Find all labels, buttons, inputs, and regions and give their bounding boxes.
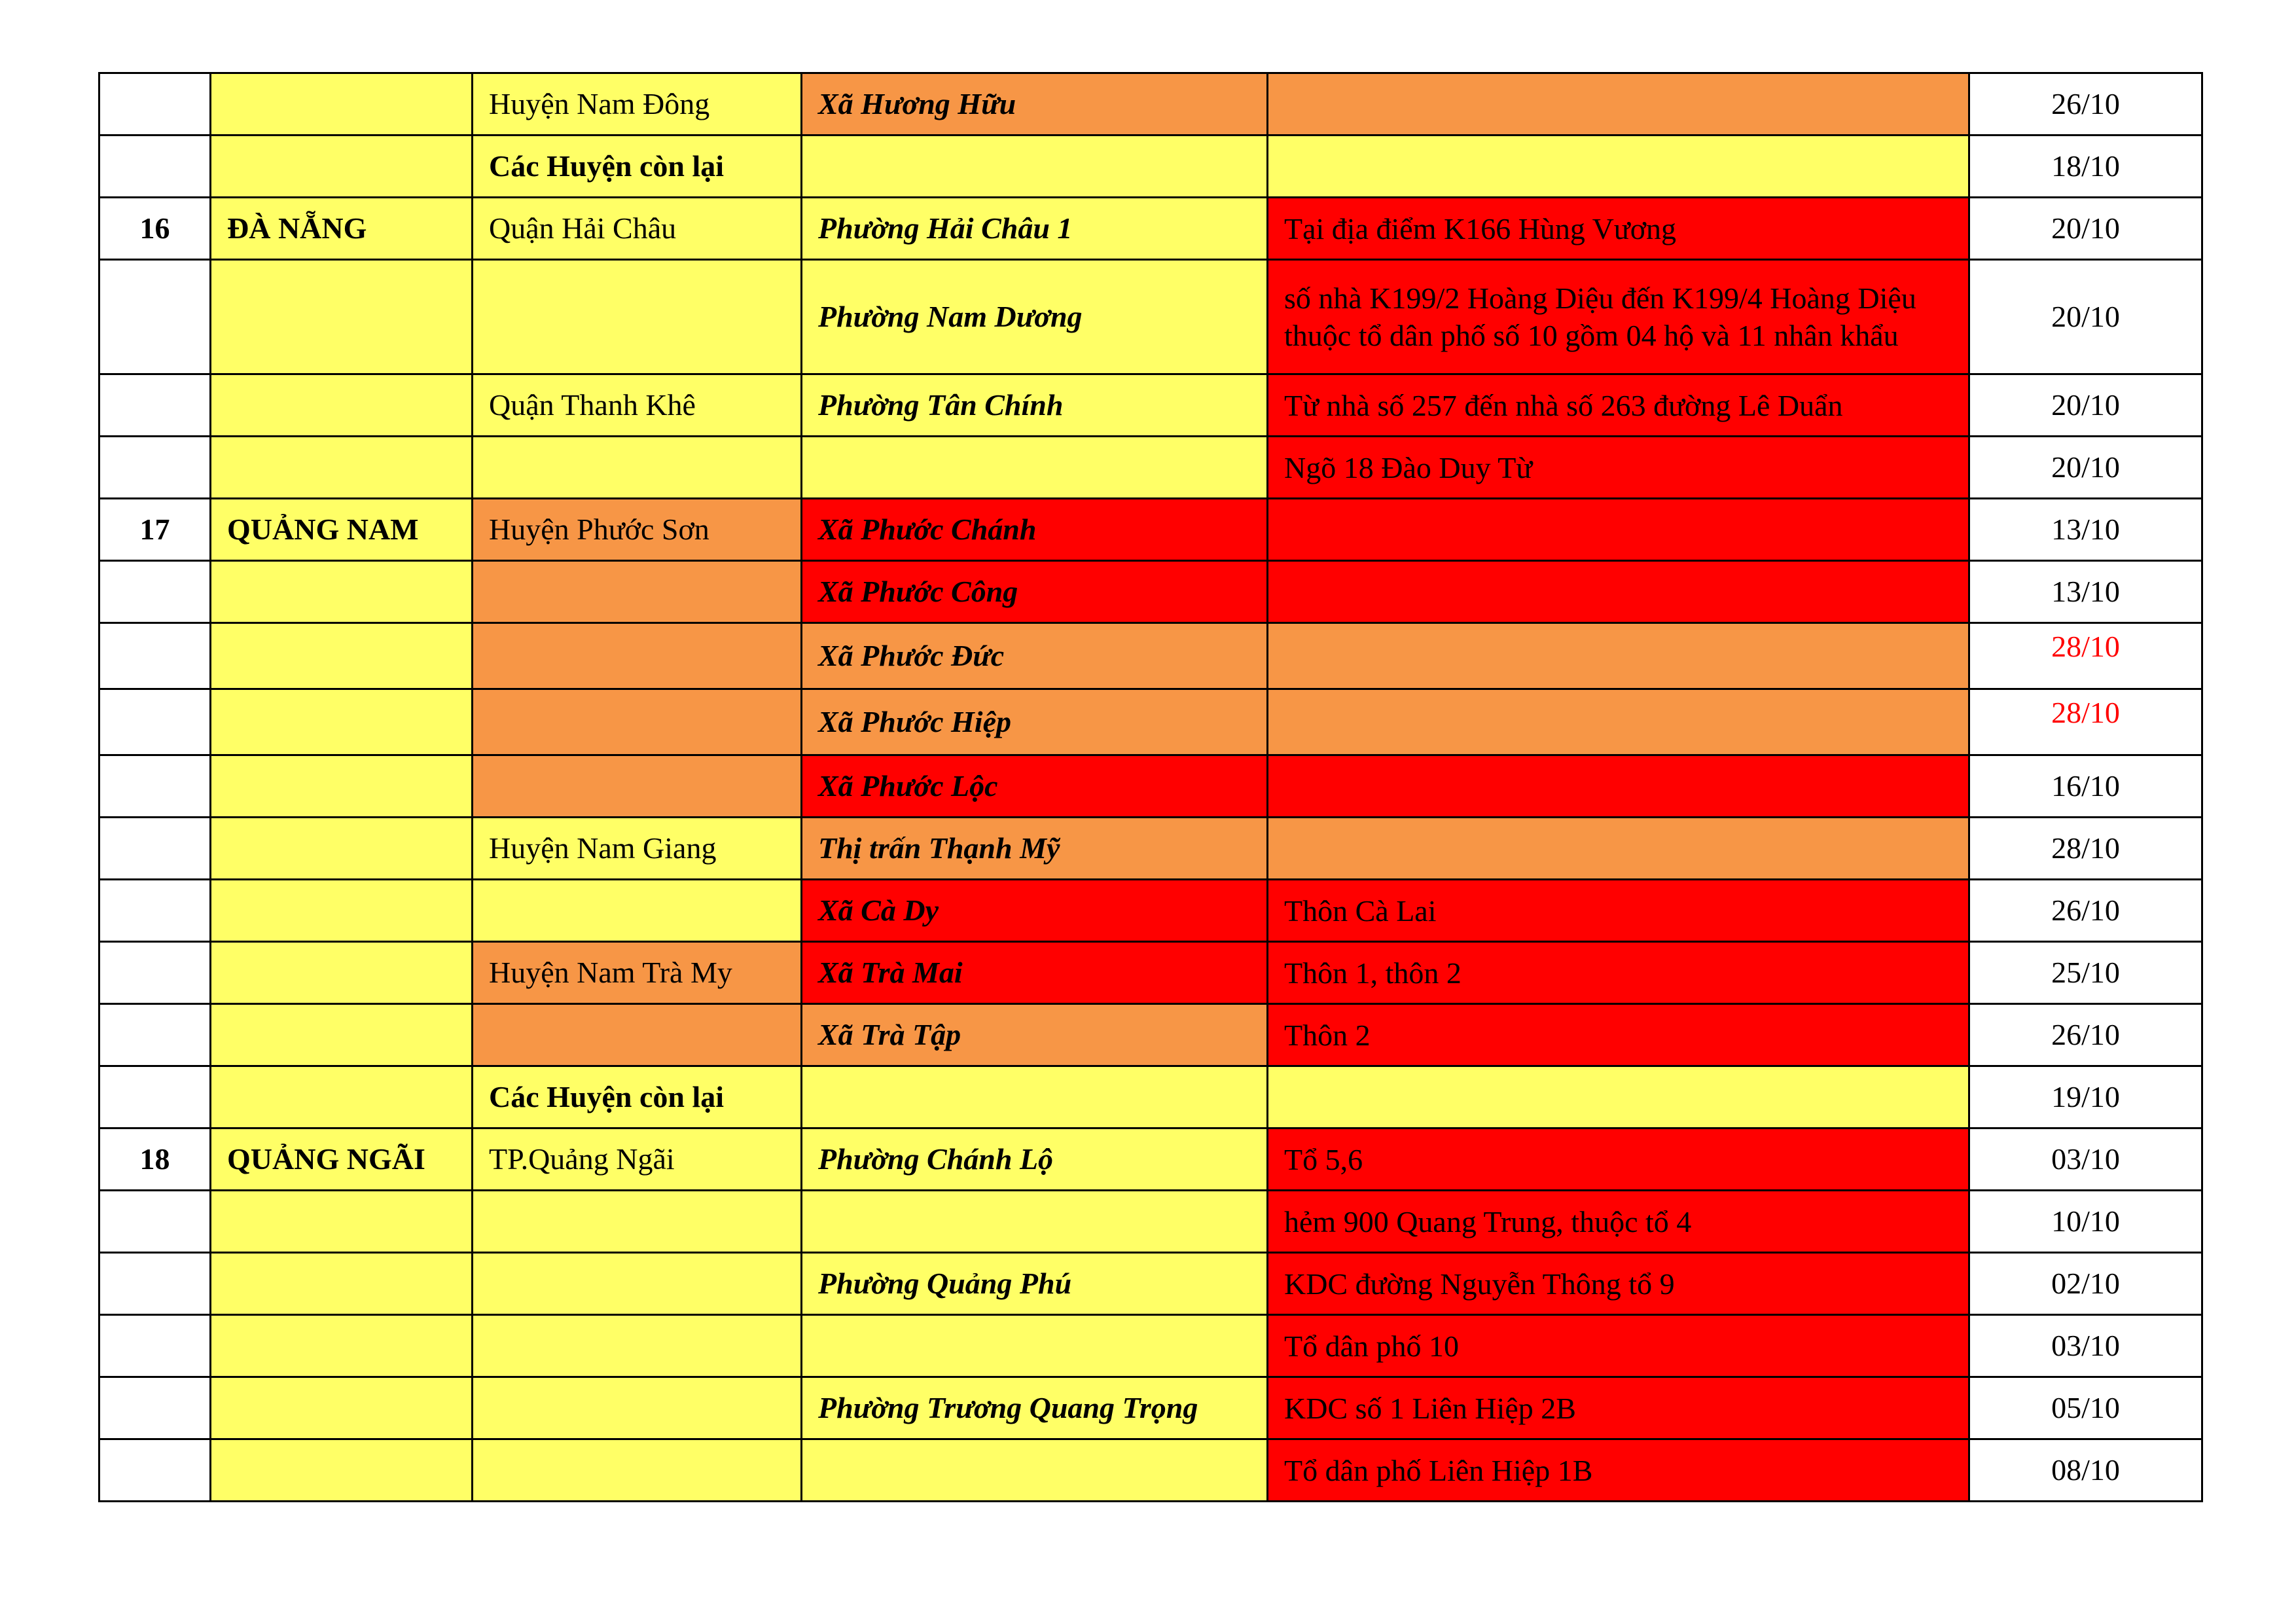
cell-stt	[99, 1377, 211, 1439]
cell-ward	[802, 437, 1268, 499]
cell-province	[211, 880, 473, 942]
cell-ward: Xã Phước Hiệp	[802, 689, 1268, 755]
cell-ward: Phường Chánh Lộ	[802, 1128, 1268, 1191]
table-row	[99, 1128, 2202, 1191]
cell-district: TP.Quảng Ngãi	[473, 1128, 802, 1191]
cell-detail	[1268, 755, 1969, 818]
table-row	[99, 1191, 2202, 1253]
cell-detail	[1268, 499, 1969, 561]
table-row	[99, 880, 2202, 942]
table-row	[99, 1253, 2202, 1315]
cell-date: 13/10	[1969, 499, 2202, 561]
cell-detail: số nhà K199/2 Hoàng Diệu đến K199/4 Hoàng Diệu thuộc tổ dân phố số 10 gồm 04 hộ và 11 nhân khẩu	[1268, 260, 1969, 374]
cell-stt	[99, 1191, 211, 1253]
cell-province: QUẢNG NGÃI	[211, 1128, 473, 1191]
cell-district: Huyện Nam Trà My	[473, 942, 802, 1004]
cell-province	[211, 260, 473, 374]
cell-detail	[1268, 561, 1969, 623]
cell-ward	[802, 1191, 1268, 1253]
cell-ward: Phường Nam Dương	[802, 260, 1268, 374]
cell-date: 26/10	[1969, 1004, 2202, 1066]
risk-level-table	[98, 72, 2203, 1502]
cell-date: 26/10	[1969, 880, 2202, 942]
cell-province	[211, 1004, 473, 1066]
cell-ward: Thị trấn Thạnh Mỹ	[802, 818, 1268, 880]
cell-stt	[99, 1315, 211, 1377]
cell-stt	[99, 880, 211, 942]
cell-district: Các Huyện còn lại	[473, 135, 802, 198]
cell-province: ĐÀ NẴNG	[211, 198, 473, 260]
cell-stt	[99, 374, 211, 437]
cell-district	[473, 880, 802, 942]
cell-province	[211, 942, 473, 1004]
cell-date: 02/10	[1969, 1253, 2202, 1315]
table-row	[99, 1377, 2202, 1439]
cell-date: 28/10	[1969, 623, 2202, 689]
cell-detail: Thôn 2	[1268, 1004, 1969, 1066]
cell-district	[473, 260, 802, 374]
cell-detail	[1268, 689, 1969, 755]
table-row	[99, 623, 2202, 689]
cell-ward: Xã Hương Hữu	[802, 73, 1268, 135]
cell-date: 26/10	[1969, 73, 2202, 135]
cell-province	[211, 755, 473, 818]
cell-detail: Tại địa điểm K166 Hùng Vương	[1268, 198, 1969, 260]
cell-date: 20/10	[1969, 260, 2202, 374]
cell-detail: Tổ 5,6	[1268, 1128, 1969, 1191]
cell-detail: KDC số 1 Liên Hiệp 2B	[1268, 1377, 1969, 1439]
cell-district	[473, 689, 802, 755]
table-row	[99, 437, 2202, 499]
cell-detail	[1268, 1066, 1969, 1128]
table-row	[99, 755, 2202, 818]
cell-detail: Từ nhà số 257 đến nhà số 263 đường Lê Duẩn	[1268, 374, 1969, 437]
cell-ward	[802, 1066, 1268, 1128]
cell-ward: Xã Cà Dy	[802, 880, 1268, 942]
cell-ward	[802, 1315, 1268, 1377]
cell-province	[211, 623, 473, 689]
table-row	[99, 561, 2202, 623]
cell-province	[211, 135, 473, 198]
cell-stt	[99, 561, 211, 623]
cell-province	[211, 818, 473, 880]
cell-province	[211, 1377, 473, 1439]
cell-ward: Xã Trà Tập	[802, 1004, 1268, 1066]
cell-district	[473, 1439, 802, 1502]
table-row	[99, 135, 2202, 198]
cell-province	[211, 1066, 473, 1128]
table-row	[99, 198, 2202, 260]
table-row	[99, 818, 2202, 880]
cell-district	[473, 1004, 802, 1066]
cell-date: 03/10	[1969, 1128, 2202, 1191]
table-row	[99, 689, 2202, 755]
cell-province	[211, 561, 473, 623]
table-row	[99, 499, 2202, 561]
cell-stt: 18	[99, 1128, 211, 1191]
cell-district	[473, 1191, 802, 1253]
table-row	[99, 1066, 2202, 1128]
cell-ward: Xã Trà Mai	[802, 942, 1268, 1004]
table-row	[99, 1315, 2202, 1377]
cell-detail	[1268, 135, 1969, 198]
cell-stt	[99, 73, 211, 135]
cell-stt: 16	[99, 198, 211, 260]
cell-stt	[99, 135, 211, 198]
cell-province	[211, 437, 473, 499]
cell-province	[211, 1315, 473, 1377]
cell-province	[211, 1191, 473, 1253]
cell-date: 20/10	[1969, 374, 2202, 437]
cell-district	[473, 1315, 802, 1377]
cell-detail: KDC đường Nguyễn Thông tổ 9	[1268, 1253, 1969, 1315]
cell-detail	[1268, 818, 1969, 880]
cell-ward: Phường Hải Châu 1	[802, 198, 1268, 260]
cell-date: 10/10	[1969, 1191, 2202, 1253]
cell-stt	[99, 437, 211, 499]
cell-detail	[1268, 623, 1969, 689]
cell-stt	[99, 623, 211, 689]
cell-detail: Thôn 1, thôn 2	[1268, 942, 1969, 1004]
cell-ward: Xã Phước Công	[802, 561, 1268, 623]
cell-stt	[99, 1439, 211, 1502]
cell-stt	[99, 1253, 211, 1315]
cell-detail: Ngõ 18 Đào Duy Từ	[1268, 437, 1969, 499]
cell-date: 08/10	[1969, 1439, 2202, 1502]
table-row	[99, 260, 2202, 374]
table-row	[99, 374, 2202, 437]
cell-date: 13/10	[1969, 561, 2202, 623]
cell-province	[211, 1439, 473, 1502]
cell-ward	[802, 135, 1268, 198]
cell-date: 16/10	[1969, 755, 2202, 818]
cell-date: 28/10	[1969, 818, 2202, 880]
cell-detail: Thôn Cà Lai	[1268, 880, 1969, 942]
cell-stt	[99, 1066, 211, 1128]
cell-ward: Xã Phước Lộc	[802, 755, 1268, 818]
cell-ward: Phường Tân Chính	[802, 374, 1268, 437]
cell-province	[211, 1253, 473, 1315]
cell-province	[211, 374, 473, 437]
cell-district	[473, 623, 802, 689]
table-body	[99, 73, 2202, 1502]
cell-detail: hẻm 900 Quang Trung, thuộc tổ 4	[1268, 1191, 1969, 1253]
cell-province	[211, 689, 473, 755]
cell-date: 03/10	[1969, 1315, 2202, 1377]
cell-district	[473, 1377, 802, 1439]
cell-date: 28/10	[1969, 689, 2202, 755]
table-row	[99, 73, 2202, 135]
cell-stt: 17	[99, 499, 211, 561]
cell-date: 19/10	[1969, 1066, 2202, 1128]
cell-date: 05/10	[1969, 1377, 2202, 1439]
cell-date: 25/10	[1969, 942, 2202, 1004]
cell-ward: Phường Quảng Phú	[802, 1253, 1268, 1315]
cell-stt	[99, 818, 211, 880]
cell-district: Các Huyện còn lại	[473, 1066, 802, 1128]
cell-district	[473, 437, 802, 499]
cell-stt	[99, 260, 211, 374]
table-row	[99, 1004, 2202, 1066]
cell-date: 20/10	[1969, 437, 2202, 499]
cell-detail: Tổ dân phố Liên Hiệp 1B	[1268, 1439, 1969, 1502]
cell-stt	[99, 942, 211, 1004]
table-row	[99, 1439, 2202, 1502]
cell-ward: Phường Trương Quang Trọng	[802, 1377, 1268, 1439]
cell-date: 18/10	[1969, 135, 2202, 198]
cell-ward	[802, 1439, 1268, 1502]
cell-district	[473, 755, 802, 818]
cell-stt	[99, 1004, 211, 1066]
cell-district: Quận Thanh Khê	[473, 374, 802, 437]
cell-district: Huyện Phước Sơn	[473, 499, 802, 561]
cell-stt	[99, 689, 211, 755]
cell-province: QUẢNG NAM	[211, 499, 473, 561]
cell-stt	[99, 755, 211, 818]
cell-ward: Xã Phước Chánh	[802, 499, 1268, 561]
cell-detail	[1268, 73, 1969, 135]
cell-district: Huyện Nam Đông	[473, 73, 802, 135]
cell-detail: Tổ dân phố 10	[1268, 1315, 1969, 1377]
cell-province	[211, 73, 473, 135]
cell-district: Quận Hải Châu	[473, 198, 802, 260]
cell-date: 20/10	[1969, 198, 2202, 260]
cell-district: Huyện Nam Giang	[473, 818, 802, 880]
cell-district	[473, 1253, 802, 1315]
table-row	[99, 942, 2202, 1004]
cell-district	[473, 561, 802, 623]
cell-ward: Xã Phước Đức	[802, 623, 1268, 689]
